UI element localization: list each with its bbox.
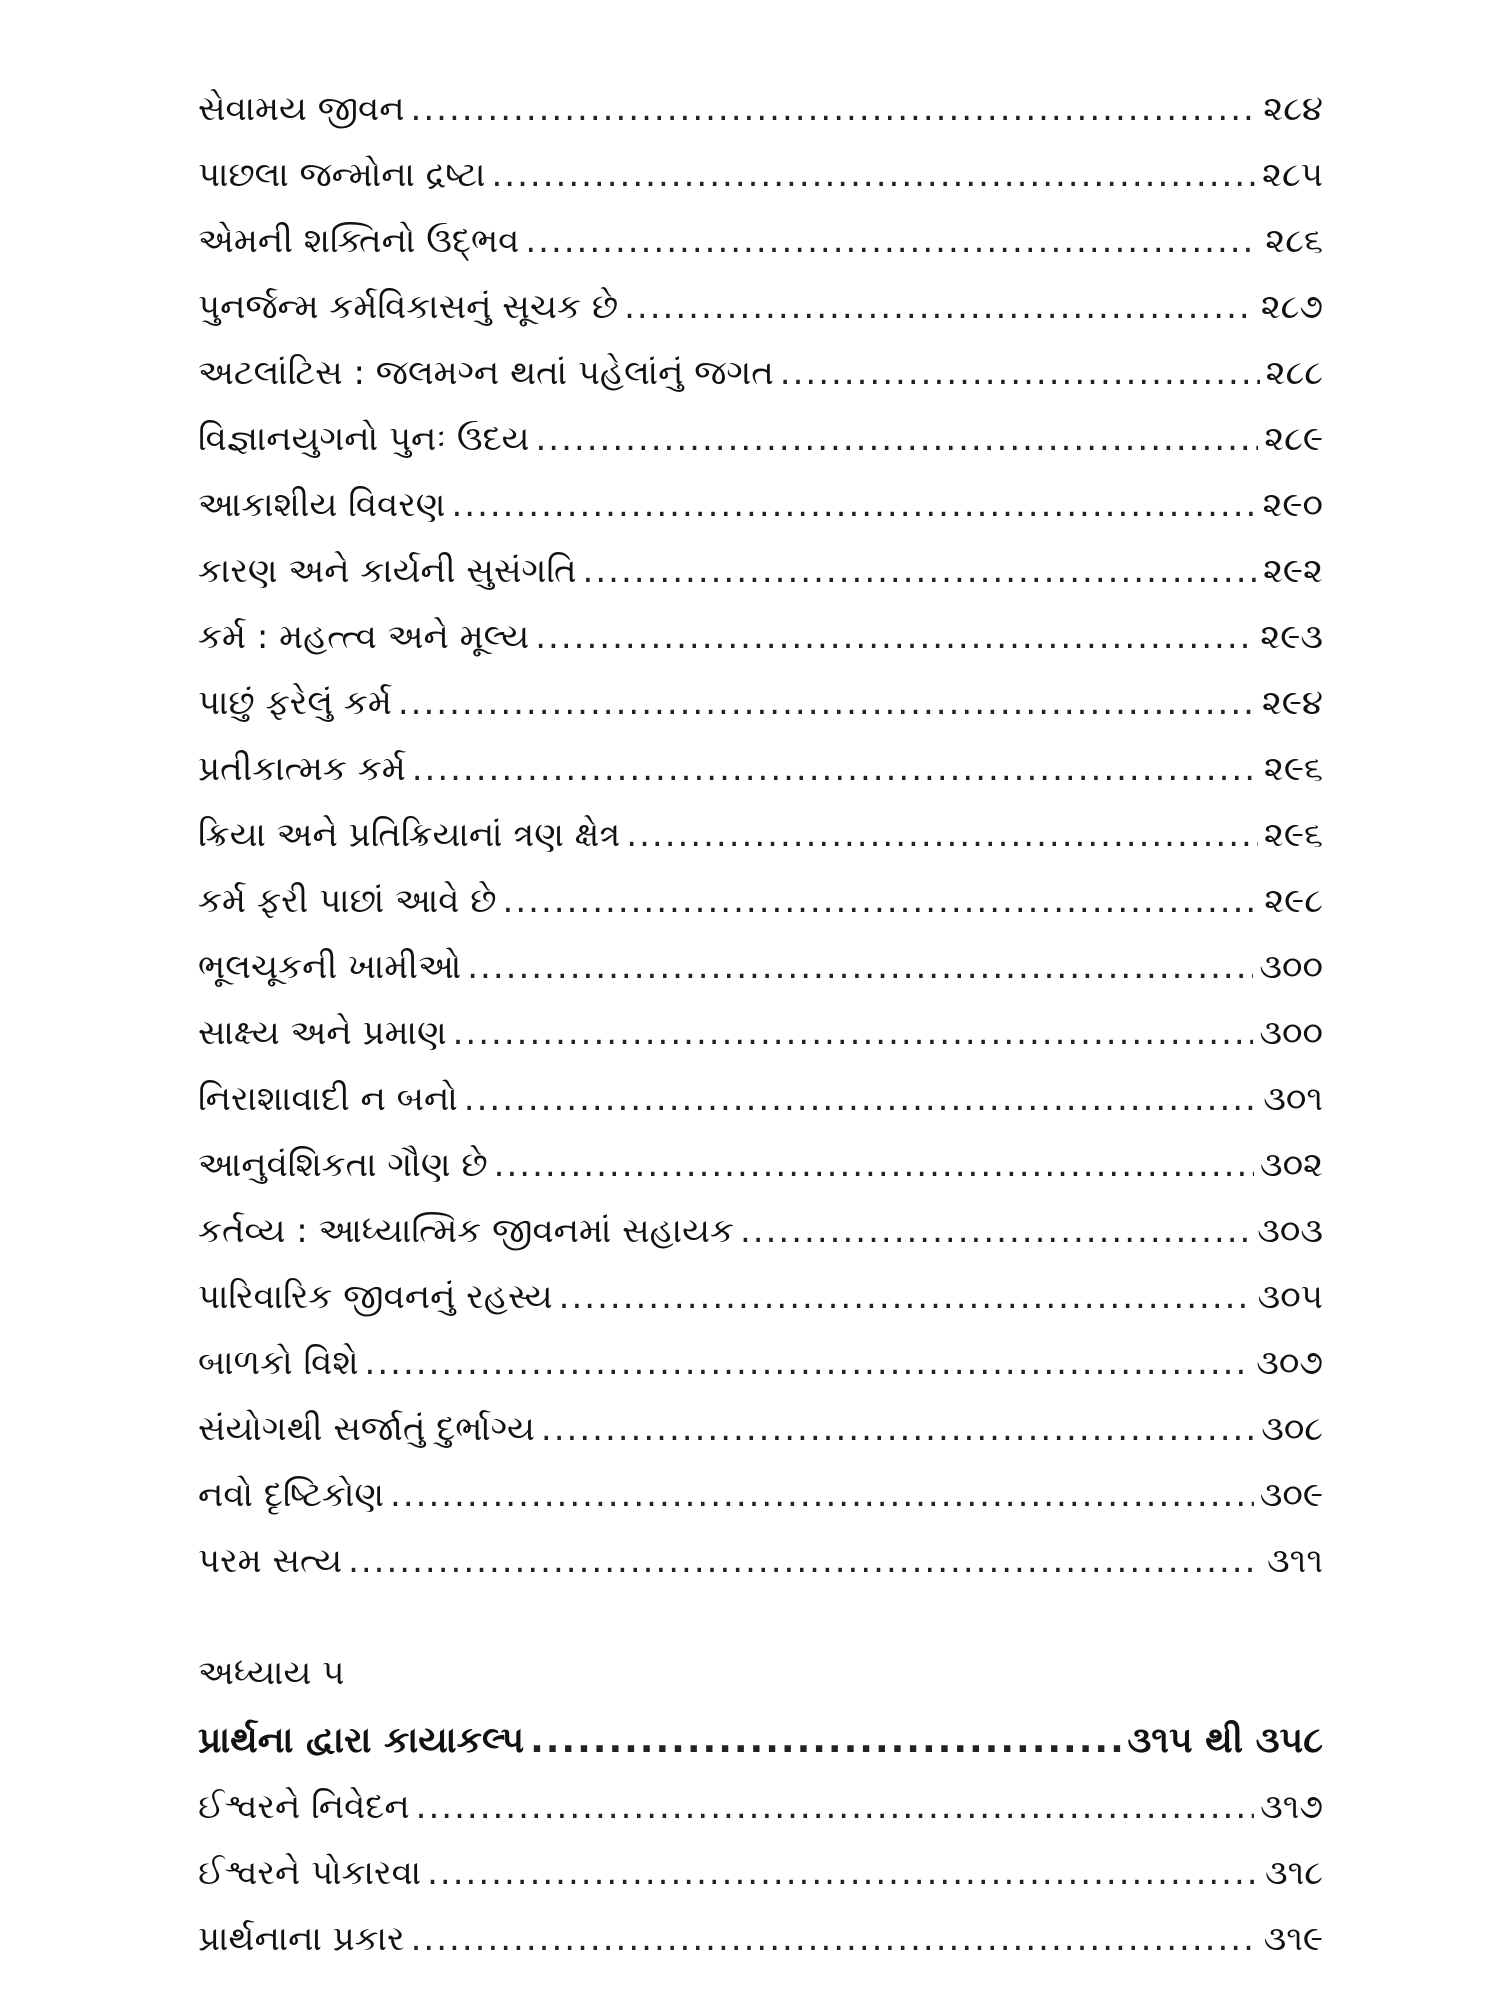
toc-entry: [198, 934, 1323, 1000]
toc-entry: [198, 802, 1323, 868]
dot-leader: [365, 1330, 1251, 1396]
dot-leader: [583, 538, 1257, 604]
entry-title: એમની શક્તિનો ઉદ્ભવ: [198, 221, 520, 261]
toc-entry: [198, 1066, 1323, 1132]
entry-title: નિરાશાવાદી ન બનો: [198, 1079, 458, 1119]
entry-page: ૩૦૭: [1256, 1343, 1323, 1383]
dot-leader: [348, 1528, 1261, 1594]
dot-leader: [451, 472, 1256, 538]
toc-entry: [198, 736, 1323, 802]
dot-leader: [411, 76, 1258, 142]
entry-title: નવો દૃષ્ટિકોણ: [198, 1475, 385, 1515]
entry-title: આનુવંશિકતા ગૌણ છે: [198, 1145, 488, 1185]
entry-title: બાળકો વિશે: [198, 1343, 359, 1383]
entry-page: ૩૦૯: [1259, 1475, 1323, 1515]
dot-leader: [427, 1840, 1259, 1906]
entry-title: પુનર્જન્મ કર્મવિકાસનું સૂચક છે: [198, 287, 619, 327]
toc-entry: [198, 670, 1323, 736]
entry-page: ૩૦૩: [1257, 1211, 1323, 1251]
toc-entry: [198, 406, 1323, 472]
chapter-toc-list: [198, 1708, 1323, 1972]
toc-entry: [198, 1000, 1323, 1066]
dot-leader: [559, 1264, 1252, 1330]
entry-page: ૩૧૯: [1263, 1919, 1323, 1959]
dot-leader: [464, 1066, 1257, 1132]
entry-page: ૩૧૭: [1260, 1787, 1323, 1827]
entry-page: ૩૦૦: [1259, 947, 1323, 987]
entry-title: પ્રતીકાત્મક કર્મ: [198, 749, 406, 789]
dot-leader: [535, 406, 1258, 472]
dot-leader: [416, 1774, 1254, 1840]
toc-entry: [198, 1462, 1323, 1528]
entry-page: ૨૯૦: [1262, 485, 1323, 525]
toc-entry: [198, 1396, 1323, 1462]
toc-entry: [198, 1198, 1323, 1264]
entry-page: ૨૯૮: [1264, 881, 1323, 921]
toc-list: [198, 76, 1323, 1594]
dot-leader: [412, 736, 1258, 802]
entry-page: ૨૮૫: [1262, 155, 1323, 195]
chapter-title: પ્રાર્થના દ્વારા કાયાકલ્પ: [198, 1720, 525, 1761]
dot-leader: [503, 868, 1259, 934]
dot-leader: [467, 934, 1253, 1000]
toc-entry: [198, 868, 1323, 934]
toc-entry: [198, 472, 1323, 538]
dot-leader: [494, 1132, 1254, 1198]
entry-page: ૨૮૭: [1260, 287, 1323, 327]
toc-entry: [198, 208, 1323, 274]
entry-title: સેવામય જીવન: [198, 89, 405, 129]
toc-entry: [198, 1774, 1323, 1840]
dot-leader: [525, 208, 1259, 274]
entry-title: સાક્ષ્ય અને પ્રમાણ: [198, 1013, 447, 1053]
entry-title: કારણ અને કાર્યની સુસંગતિ: [198, 551, 577, 591]
chapter-label: અધ્યાય ૫: [198, 1653, 345, 1693]
dot-leader: [535, 604, 1254, 670]
entry-title: પરમ સત્ય: [198, 1541, 343, 1581]
entry-title: પાછલા જન્મોના દ્રષ્ટા: [198, 155, 486, 195]
entry-page: ૨૯૪: [1261, 683, 1323, 723]
entry-title: સંયોગથી સર્જાતું દુર્ભાગ્ય: [198, 1409, 535, 1449]
entry-title: ઈશ્વરને પોકારવા: [198, 1853, 422, 1893]
dot-leader: [530, 1708, 1121, 1774]
entry-title: ઈશ્વરને નિવેદન: [198, 1787, 410, 1827]
entry-page: ૩૧૮: [1264, 1853, 1323, 1893]
entry-page: ૨૯૨: [1262, 551, 1323, 591]
entry-page: ૨૯૬: [1263, 815, 1323, 855]
entry-title: અટલાંટિસ : જલમગ્ન થતાં પહેલાંનું જગત: [198, 353, 774, 393]
toc-entry: [198, 1840, 1323, 1906]
toc-entry: [198, 76, 1323, 142]
toc-entry: [198, 538, 1323, 604]
entry-title: કર્મ : મહત્ત્વ અને મૂલ્ય: [198, 617, 530, 657]
chapter-page-range: ૩૧૫ થી ૩૫૮: [1127, 1720, 1323, 1761]
entry-title: પાછું ફરેલું કર્મ: [198, 683, 392, 723]
entry-title: ભૂલચૂકની ખામીઓ: [198, 947, 462, 987]
entry-page: ૩૦૫: [1257, 1277, 1323, 1317]
dot-leader: [780, 340, 1260, 406]
entry-title: કર્મ ફરી પાછાં આવે છે: [198, 881, 497, 921]
entry-page: ૩૦૦: [1259, 1013, 1323, 1053]
entry-title: આકાશીય વિવરણ: [198, 485, 446, 525]
dot-leader: [626, 802, 1258, 868]
entry-title: ક્રિયા અને પ્રતિક્રિયાનાં ત્રણ ક્ષેત્ર: [198, 815, 621, 855]
toc-entry: [198, 1132, 1323, 1198]
chapter-heading: [198, 1708, 1323, 1774]
entry-page: ૩૦૮: [1261, 1409, 1323, 1449]
toc-entry: [198, 604, 1323, 670]
dot-leader: [541, 1396, 1255, 1462]
toc-entry: [198, 1528, 1323, 1594]
toc-entry: [198, 1330, 1323, 1396]
entry-page: ૨૯૩: [1260, 617, 1323, 657]
entry-title: કર્તવ્ય : આધ્યાત્મિક જીવનમાં સહાયક: [198, 1211, 734, 1251]
entry-title: પ્રાર્થનાના પ્રકાર: [198, 1919, 405, 1959]
dot-leader: [624, 274, 1255, 340]
toc-entry: [198, 274, 1323, 340]
toc-entry: [198, 1264, 1323, 1330]
dot-leader: [411, 1906, 1258, 1972]
dot-leader: [398, 670, 1256, 736]
dot-leader: [740, 1198, 1251, 1264]
entry-page: ૩૦૨: [1259, 1145, 1323, 1185]
entry-page: ૩૧૧: [1267, 1541, 1323, 1581]
entry-title: પારિવારિક જીવનનું રહસ્ય: [198, 1277, 553, 1317]
dot-leader: [491, 142, 1256, 208]
entry-page: ૨૮૪: [1263, 89, 1323, 129]
toc-entry: [198, 340, 1323, 406]
dot-leader: [390, 1462, 1254, 1528]
entry-page: ૨૮૯: [1264, 419, 1323, 459]
entry-page: ૨૮૮: [1265, 353, 1323, 393]
entry-title: વિજ્ઞાનયુગનો પુનઃ ઉદય: [198, 419, 530, 459]
entry-page: ૨૮૬: [1265, 221, 1323, 261]
entry-page: ૩૦૧: [1263, 1079, 1323, 1119]
dot-leader: [453, 1000, 1254, 1066]
toc-entry: [198, 1906, 1323, 1972]
toc-entry: [198, 142, 1323, 208]
entry-page: ૨૯૬: [1263, 749, 1323, 789]
